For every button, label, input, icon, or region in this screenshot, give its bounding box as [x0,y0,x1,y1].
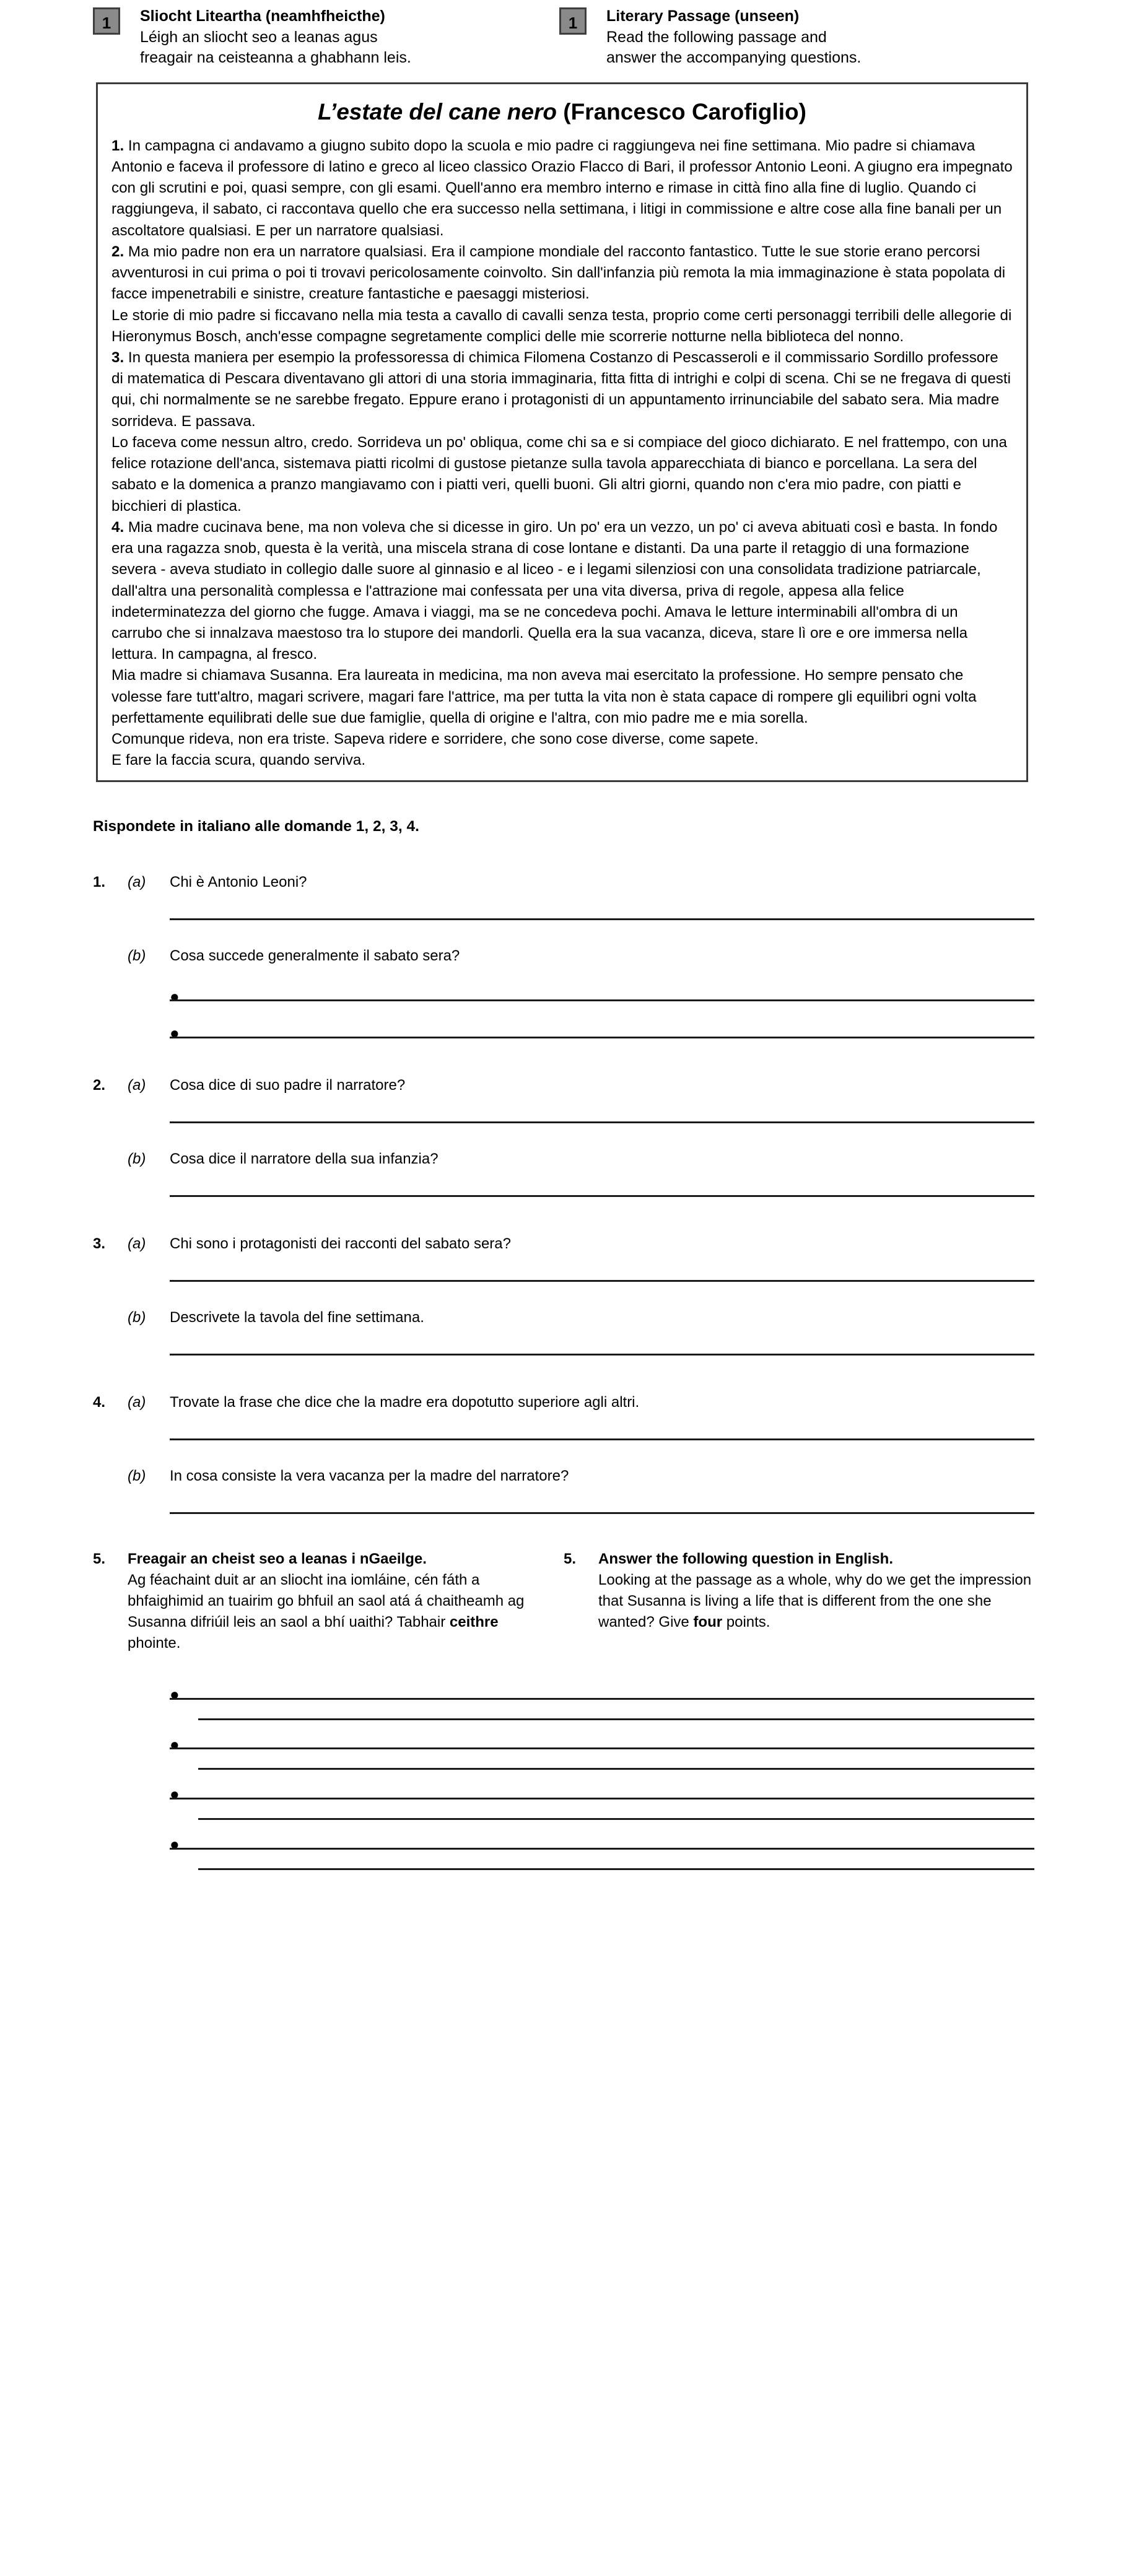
question-part-letter: (a) [128,873,146,890]
passage-body [111,136,1013,772]
header-sub-irish-line1: Léigh an sliocht seo a leanas agus [140,28,378,46]
passage-paragraph [111,517,1013,666]
paragraph-number: 2. [111,243,124,260]
bullet-icon: ● [170,1835,180,1854]
paragraph-text: Ma mio padre non era un narratore qualsiasi. Era il campione mondiale del racconto fantastico. Tutte le sue storie erano percorsi avventurosi in cui prima o poi ti trovavi pericolosamente coinvolto. Sin dall'infanzia più remota la mia immaginazione è stata popolata di facce impenetrabili e sinistre, creature fantastiche e paesaggi misteriosi. [111,243,1006,303]
section-5-irish-heading-row [93,1549,526,1570]
bullet-icon: ● [170,1024,180,1043]
exam-page [0,6,1126,2576]
section-5-irish-body-after: phointe. [128,1635,181,1652]
header-sub-irish-line2: freagair na ceisteanna a ghabhann leis. [140,49,411,66]
question-row [93,874,1034,891]
spacer [93,1485,1034,1512]
spacer [93,1326,1034,1354]
paragraph-text: Le storie di mio padre si ficcavano nella mia testa a cavallo di cavalli senza testa, proprio come certi personaggi terribili delle allegorie di Hieronymus Bosch, anch'esse compagne segretamente complici delle mie scorrerie notturne nella biblioteca del nonno. [111,307,1012,345]
spacer [93,1440,1034,1468]
answer-line[interactable] [170,1747,1034,1749]
spacer [93,920,1034,947]
passage-paragraph [111,729,1013,750]
question-text: Chi sono i protagonisti dei racconti del sabato sera? [170,1235,511,1252]
section-5-irish-body [128,1570,526,1654]
paragraph-number: 4. [111,518,124,536]
header-title-english: Literary Passage (unseen) [606,7,800,25]
bullet-answer-line[interactable] [93,986,1034,1006]
spacer [93,1355,1034,1394]
spacer [93,1001,1034,1029]
header-sub-english-line1: Read the following passage and [606,28,827,46]
question-block [93,1355,1034,1514]
section-5-irish-body-before: Ag féachaint duit ar an sliocht ina iomláine, cén fáth a bhfaighimid an tuairim go bhfuil an saol atá á chaitheamh ag Susanna difriúil leis an saol a bhí uaithi? Tabhair [128,1571,525,1631]
spacer [93,891,1034,918]
section-5-irish [93,1549,564,1654]
question-part-letter: (b) [128,1308,146,1326]
section-5 [93,1549,1034,1654]
paragraph-text: Comunque rideva, non era triste. Sapeva ridere e sorridere, che sono cose diverse, come sapete. [111,731,759,748]
section-5-english-body-bold: four [693,1614,723,1631]
passage-box [96,82,1028,782]
questions-area [0,835,1126,1514]
paragraph-text: Mia madre si chiamava Susanna. Era laureata in medicina, ma non aveva mai esercitato la professione. Ho sempre pensato che volesse fare tutt'altro, magari scrivere, magari fare l'attrice, ma per tutta la vita non è stata capace di rompere gli equilibri ogni volta perfettamente equilibrati delle sue due famiglie, quella di origine e l'altra, con mio padre me e mia sorella. [111,667,977,726]
header-title-irish: Sliocht Liteartha (neamhfheicthe) [140,7,385,25]
section-5-english [564,1549,1034,1654]
question-number: 3. [93,1235,106,1252]
section-5-english-heading-row [564,1549,1034,1570]
answer-instruction: Rispondete in italiano alle domande 1, 2, 3, 4. [93,817,419,835]
paragraph-number: 1. [111,137,124,154]
passage-paragraph [111,347,1013,432]
section-5-irish-heading: Freagair an cheist seo a leanas i nGaeilge. [128,1550,427,1567]
spacer [93,1720,1034,1736]
bullet-icon: ● [170,986,180,1006]
section-5-english-body [598,1570,1034,1633]
passage-title-author: (Francesco Carofiglio) [563,98,806,124]
paragraph-text: Mia madre cucinava bene, ma non voleva che si dicesse in giro. Un po' era un vezzo, un po' ci aveva abituati così e basta. In fondo era una ragazza snob, questa è la verità, una miscela strana di cose lontane e distanti. Da una parte il retaggio di una formazione severa - aveva studiato in collegio dalle suore al ginnasio e al liceo - e i legami silenziosi con una consolidata tradizione patriarcale, dall'altra una personalità complessa e l'attrazione mai confessata per una vita diversa, priva di regole, appesa alla felice indeterminatezza del giorno che fugge. Amava i viaggi, ma se ne concedeva pochi. Amava le letture interminabili all'ombra di un carrubo che si innalzava maestoso tra lo stupore dei mandorli. Quella era la sua vacanza, diceva, stare lì ore e ore immersa nella lettura. In campagna, al fresco. [111,518,998,663]
question-text: Trovate la frase che dice che la madre era dopotutto superiore agli altri. [170,1393,640,1411]
section-5-english-heading: Answer the following question in English. [598,1550,894,1567]
question-row [93,1151,1034,1168]
question-block [93,1038,1034,1197]
question-row [93,1468,1034,1485]
answer-line[interactable] [170,1512,1034,1514]
question-block [93,1197,1034,1355]
paragraph-text: In campagna ci andavamo a giugno subito dopo la scuola e mio padre ci raggiungeva nei fine settimana. Mio padre si chiamava Antonio e faceva il professore di latino e greco al liceo classico Orazio Flacco di Bari, il professor Antonio Leoni. A giugno era impegnato con gli scrutini e poi, quasi sempre, con gli esami. Quell'anno era membro interno e rimase in città fino alla fine di luglio. Quando ci raggiungeva, il sabato, ci raccontava quello che era successo nella settimana, i litigi in commissione e altre cose alla fine banali per un ascoltatore qualsiasi. E per un narratore qualsiasi. [111,137,1013,239]
bullet-answer-line[interactable] [93,1685,1034,1704]
question-part-letter: (b) [128,1150,146,1167]
question-row [93,1309,1034,1326]
paragraph-text: In questa maniera per esempio la professoressa di chimica Filomena Costanzo di Pescasseroli e il commissario Sordillo professore di matematica di Pescara diventavano gli attori di una storia immaginaria, fitta fitta di intrighi e colpi di scena. Chi se ne fregava di questi qui, chi normalmente se ne sarebbe fregato. Eppure erano i protagonisti di un appuntamento irrinunciabile del sabato sera. Mia madre sorrideva. E passava. [111,349,1011,430]
spacer [93,1094,1034,1121]
question-row [93,1394,1034,1411]
spacer [93,1670,1034,1686]
bullet-icon: ● [170,1734,180,1754]
header-column-english [559,6,993,69]
paragraph-number: 3. [111,349,124,366]
question-row [93,1077,1034,1094]
spacer [93,835,1034,874]
header-text-english [606,6,861,69]
spacer [93,1770,1034,1786]
question-row [93,1235,1034,1253]
question-text: Cosa dice di suo padre il narratore? [170,1076,406,1094]
answer-line[interactable] [170,1848,1034,1850]
answer-line[interactable] [198,1868,1034,1870]
spacer [93,965,1034,992]
spacer [93,1411,1034,1438]
bullet-icon: ● [170,1785,180,1804]
question-number-badge: 1 [93,7,120,35]
bullet-answer-line[interactable] [93,1785,1034,1804]
spacer [93,1282,1034,1309]
paragraph-text: E fare la faccia scura, quando serviva. [111,752,366,769]
section-5-irish-number: 5. [93,1550,106,1567]
spacer [93,1123,1034,1151]
question-block [93,835,1034,1043]
bullet-icon: ● [170,1685,180,1704]
spacer [93,1820,1034,1836]
question-text: Chi è Antonio Leoni? [170,873,307,890]
question-number: 1. [93,873,106,890]
section-5-irish-body-bold: ceithre [449,1614,499,1631]
bullet-answer-line[interactable] [93,1835,1034,1854]
passage-title [111,98,1013,126]
passage-paragraph [111,750,1013,771]
question-text: Cosa dice il narratore della sua infanzia? [170,1150,439,1167]
question-part-letter: (a) [128,1235,146,1252]
header-text-irish [140,6,411,69]
answer-line[interactable] [170,1798,1034,1799]
header-band [93,6,1059,69]
bullet-answer-line[interactable] [93,1024,1034,1043]
question-text: Descrivete la tavola del fine settimana. [170,1308,424,1326]
bullet-answer-line[interactable] [93,1734,1034,1754]
question-part-letter: (b) [128,1467,146,1484]
spacer [93,1253,1034,1280]
passage-paragraph [111,665,1013,729]
section-5-english-number: 5. [564,1550,577,1567]
section-5-answer-lines[interactable] [93,1670,1034,1869]
header-sub-english-line2: answer the accompanying questions. [606,49,862,66]
spacer [93,1038,1034,1077]
question-number: 4. [93,1393,106,1411]
passage-paragraph [111,432,1013,517]
spacer [93,1168,1034,1195]
answer-line[interactable] [170,999,1034,1001]
question-row [93,947,1034,965]
section-5-english-body-after: points. [722,1614,770,1631]
header-column-irish [93,6,526,69]
section-5-english-body-before: Looking at the passage as a whole, why do we get the impression that Susanna is living a life that is different from the one she wanted? Give [598,1571,1032,1631]
question-part-letter: (a) [128,1076,146,1094]
paragraph-text: Lo faceva come nessun altro, credo. Sorrideva un po' obliqua, come chi sa e si compiace del gioco dichiarato. E nel frattempo, con una felice rotazione dell'anca, sistemava piatti ricolmi di gustose pietanze sulla tavola apparecchiata di bianco e porcellana. La sera del sabato e la domenica a pranzo mangiavamo con i piatti veri, quelli buoni. Gli altri giorni, quando non c'era mio padre, con piatti e bicchieri di plastica. [111,433,1007,515]
question-part-letter: (b) [128,947,146,964]
passage-title-work: L’estate del cane nero [318,98,557,124]
question-number: 2. [93,1076,106,1094]
answer-line[interactable] [170,1698,1034,1700]
question-number-badge: 1 [559,7,587,35]
question-text: In cosa consiste la vera vacanza per la madre del narratore? [170,1467,569,1484]
passage-paragraph [111,136,1013,242]
passage-paragraph [111,305,1013,347]
passage-paragraph [111,242,1013,305]
spacer [93,1197,1034,1235]
question-text: Cosa succede generalmente il sabato sera? [170,947,460,964]
question-part-letter: (a) [128,1393,146,1411]
